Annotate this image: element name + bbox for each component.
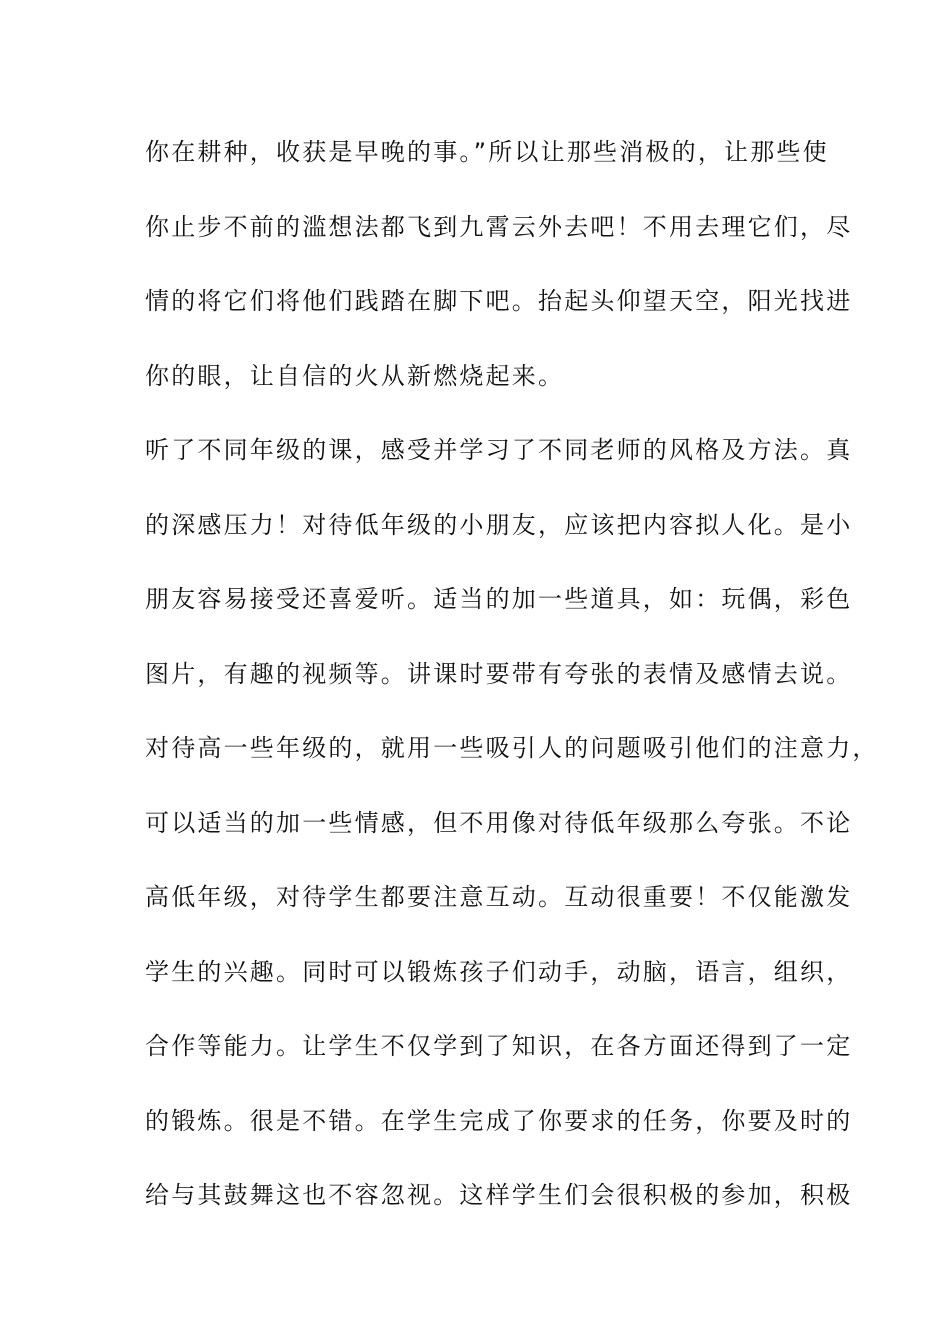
text-line: 可以适当的加一些情感，但不用像对待低年级那么夸张。不论 <box>145 808 853 837</box>
text-line: 朋友容易接受还喜爱听。适当的加一些道具，如：玩偶，彩色 <box>145 585 853 613</box>
text-line: 学生的兴趣。同时可以锻炼孩子们动手，动脑，语言，组织， <box>145 957 853 986</box>
text-line: 你的眼，让自信的火从新燃烧起来。 <box>145 361 565 390</box>
text-line: 的深感压力！对待低年级的小朋友，应该把内容拟人化。是小 <box>145 510 853 539</box>
text-line: 图片，有趣的视频等。讲课时要带有夸张的表情及感情去说。 <box>145 659 853 688</box>
text-line: 的锻炼。很是不错。在学生完成了你要求的任务，你要及时的 <box>145 1106 853 1135</box>
text-line: 你止步不前的滥想法都飞到九霄云外去吧！不用去理它们，尽 <box>145 212 853 241</box>
text-line: 高低年级，对待学生都要注意互动。互动很重要！不仅能激发 <box>145 883 853 911</box>
text-line: 听了不同年级的课，感受并学习了不同老师的风格及方法。真 <box>145 436 853 464</box>
text-line: 对待高一些年级的，就用一些吸引人的问题吸引他们的注意力， <box>145 734 879 762</box>
text-line: 情的将它们将他们践踏在脚下吧。抬起头仰望天空，阳光找进 <box>145 287 853 315</box>
text-line: 合作等能力。让学生不仅学到了知识，在各方面还得到了一定 <box>145 1032 853 1060</box>
document-body <box>145 128 879 1246</box>
text-line: 你在耕种，收获是早晚的事。”所以让那些消极的，让那些使 <box>145 138 829 166</box>
text-line: 给与其鼓舞这也不容忽视。这样学生们会很积极的参加，积极 <box>145 1181 853 1209</box>
